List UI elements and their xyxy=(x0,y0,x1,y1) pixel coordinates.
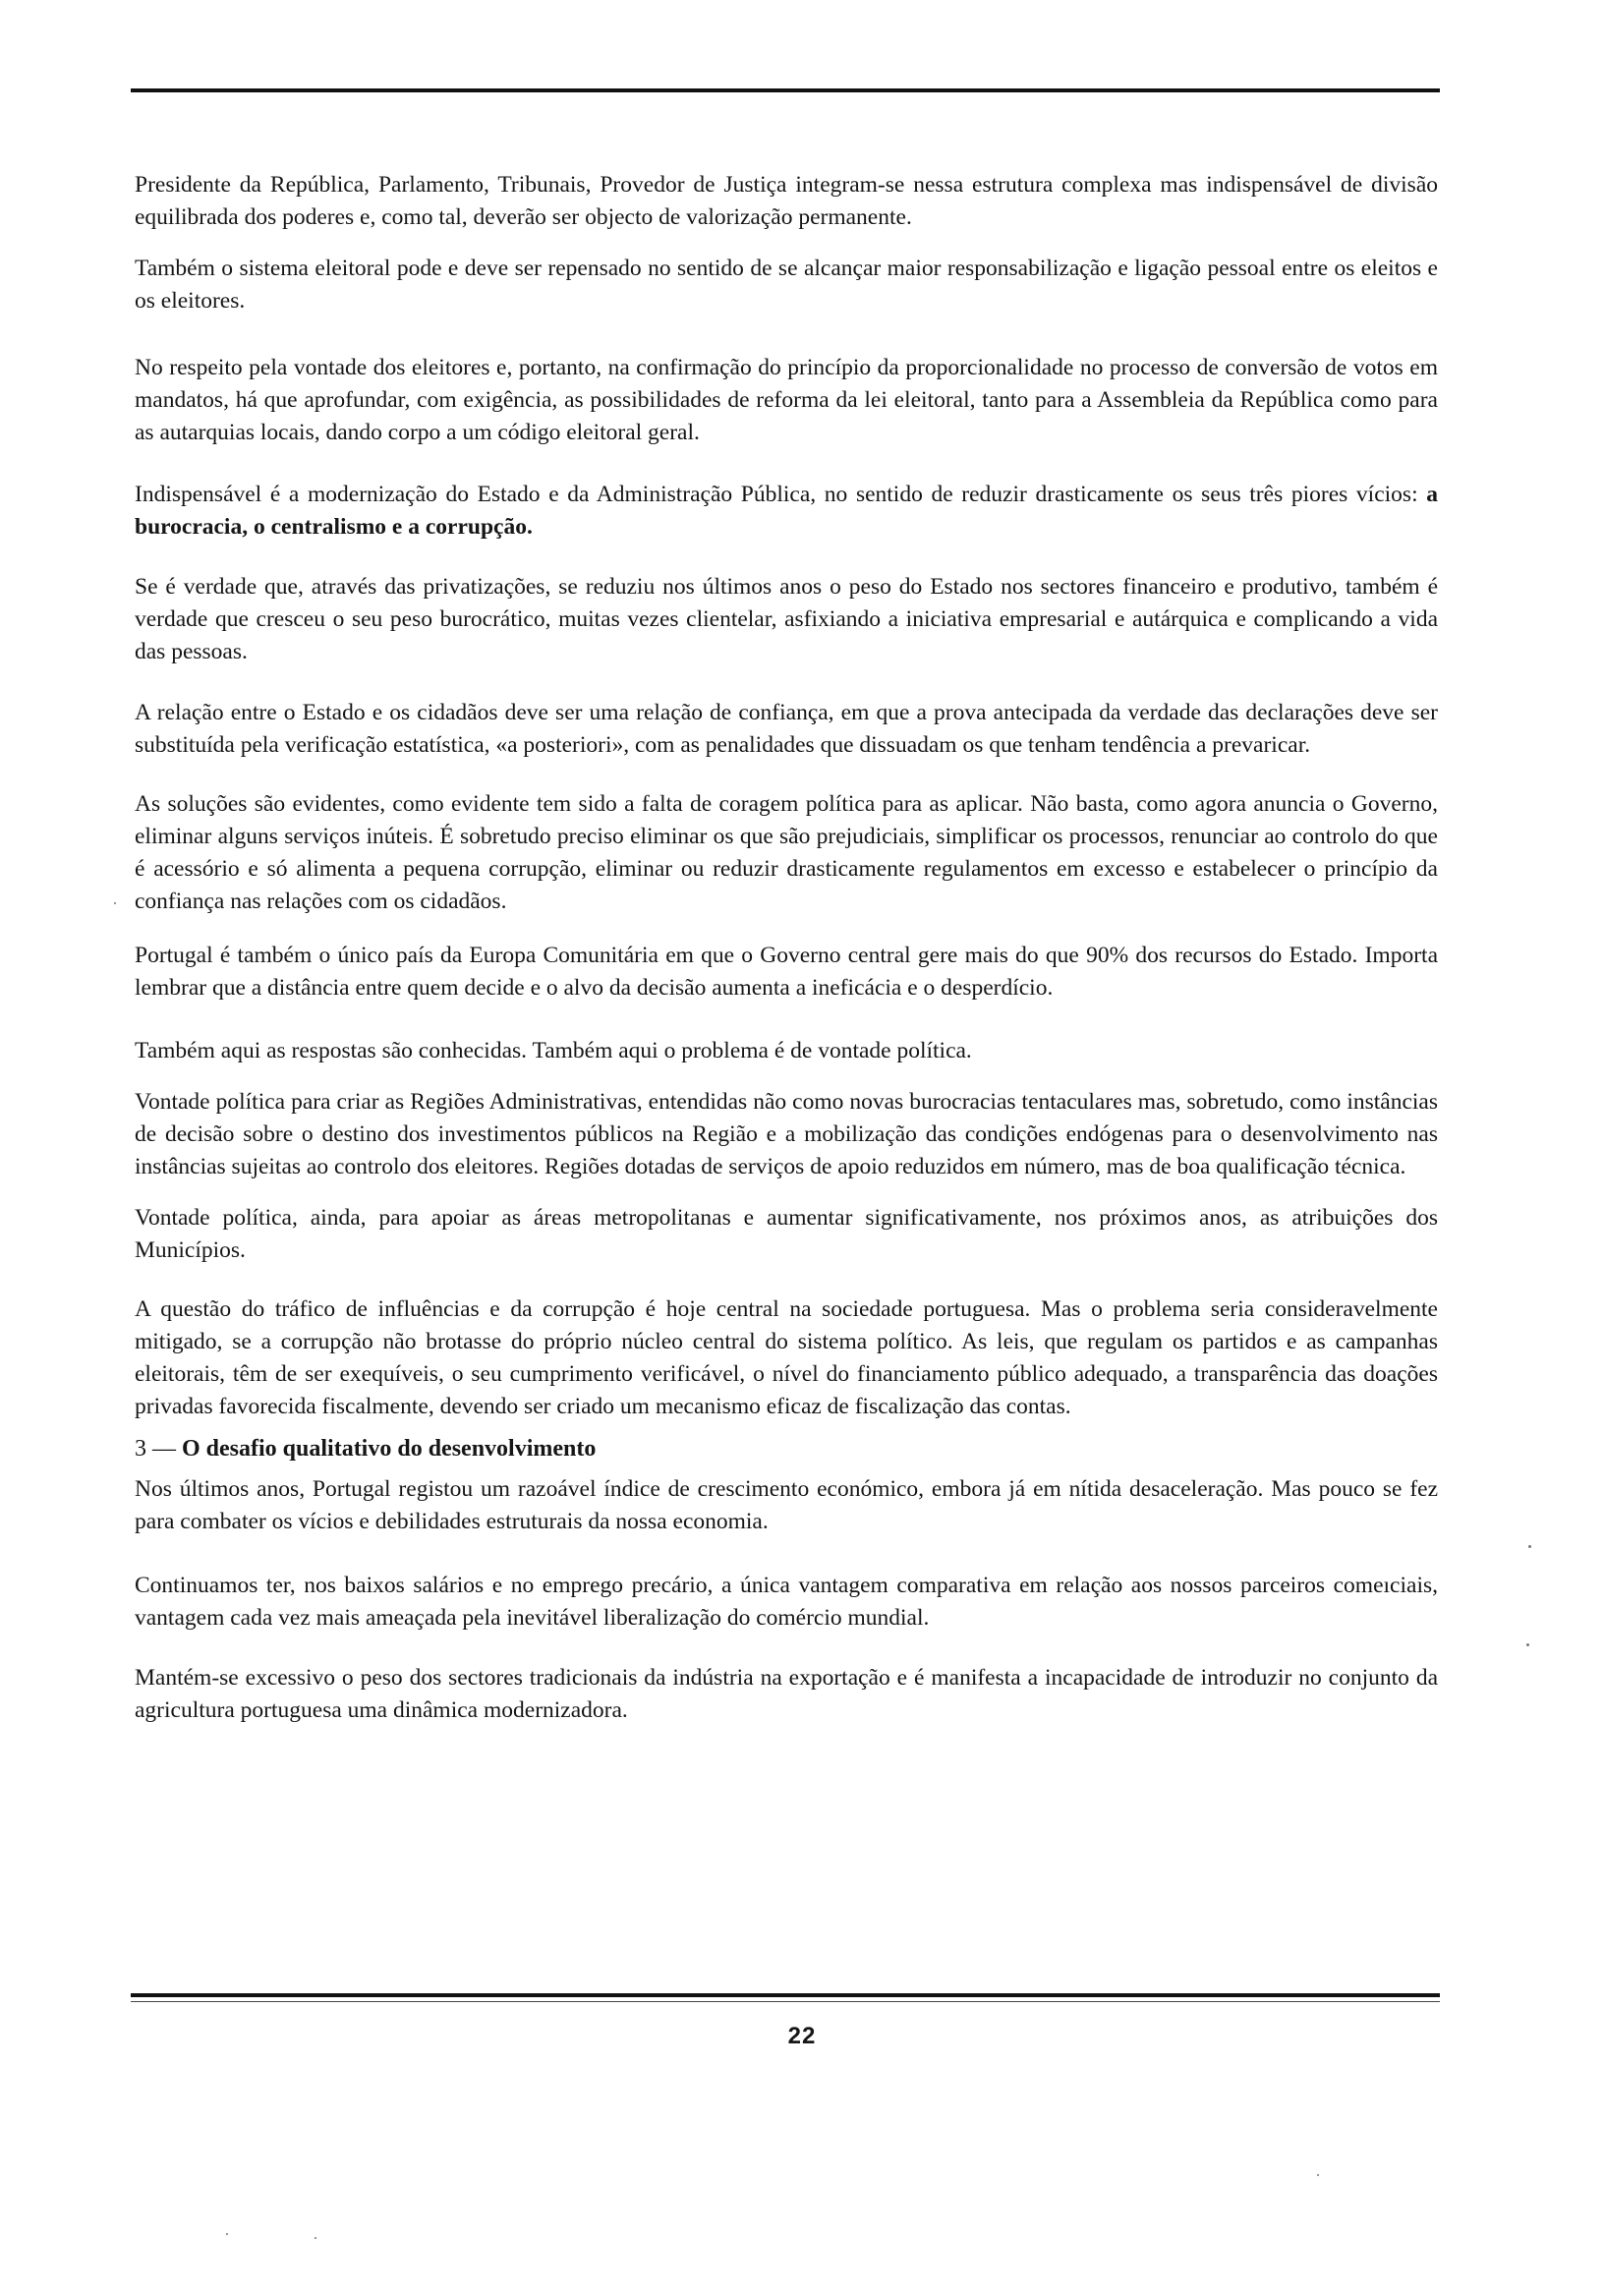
scan-speck xyxy=(114,902,116,904)
paragraph xyxy=(135,479,1438,544)
scan-speck xyxy=(1317,2174,1319,2176)
document-body xyxy=(135,169,1438,1727)
section-number: 3 — xyxy=(135,1436,176,1462)
paragraph: A questão do tráfico de influências e da corrupção é hoje central na sociedade portuguesa. Mas o problema seria consideravelmente mitigado, se a corrupção não brotasse do próprio núcleo central do sistema político. As leis, que regulam os partidos e as campanhas eleitorais, têm de ser exequíveis, o seu cumprimento verificável, o nível do financiamento público adequado, a transparência das doações privadas favorecida fiscalmente, devendo ser criado um mecanismo eficaz de fiscalização das contas. xyxy=(135,1296,1438,1419)
paragraph: Se é verdade que, através das privatizações, se reduziu nos últimos anos o peso do Estado nos sectores financeiro e produtivo, também é verdade que cresceu o seu peso burocrático, muitas vezes clientelar, asfixiando a iniciativa empresarial e autárquica e complicando a vida das pessoas. xyxy=(135,574,1438,664)
page-number: 22 xyxy=(787,2023,817,2049)
paragraph: Também o sistema eleitoral pode e deve ser repensado no sentido de se alcançar maior responsabilização e ligação pessoal entre os eleitos e os eleitores. xyxy=(135,256,1438,314)
paragraph: Portugal é também o único país da Europa Comunitária em que o Governo central gere mais do que 90% dos recursos do Estado. Importa lembrar que a distância entre quem decide e o alvo da decisão aumenta a ineficácia e o desperdício. xyxy=(135,943,1438,1001)
bottom-rule-thin xyxy=(131,2001,1440,2002)
bottom-rule xyxy=(131,1993,1440,1997)
top-rule xyxy=(131,88,1440,92)
paragraph: Vontade política, ainda, para apoiar as áreas metropolitanas e aumentar significativamente, nos próximos anos, as atribuições dos Municípios. xyxy=(135,1205,1438,1263)
scan-speck xyxy=(315,2237,316,2239)
bold-emphasis: a burocracia, o centralismo e a corrupção. xyxy=(135,482,1439,540)
section-heading xyxy=(135,1433,1438,1465)
scan-speck xyxy=(226,2233,228,2235)
scan-speck xyxy=(1528,1545,1531,1548)
scan-speck xyxy=(1526,1643,1529,1646)
paragraph: Presidente da República, Parlamento, Tribunais, Provedor de Justiça integram-se nessa estrutura complexa mas indispensável de divisão equilibrada dos poderes e, como tal, deverão ser objecto de valorização permanente. xyxy=(135,172,1438,230)
paragraph: As soluções são evidentes, como evidente tem sido a falta de coragem política para as aplicar. Não basta, como agora anuncia o Governo, eliminar alguns serviços inúteis. É sobretudo preciso eliminar os que são prejudiciais, simplificar os processos, renunciar ao controlo do que é acessório e só alimenta a pequena corrupção, eliminar ou reduzir drasticamente regulamentos em excesso e estabelecer o princípio da confiança nas relações com os cidadãos. xyxy=(135,791,1438,914)
paragraph: Nos últimos anos, Portugal registou um razoável índice de crescimento económico, embora já em nítida desaceleração. Mas pouco se fez para combater os vícios e debilidades estruturais da nossa economia. xyxy=(135,1476,1438,1534)
paragraph: A relação entre o Estado e os cidadãos deve ser uma relação de confiança, em que a prova antecipada da verdade das declarações deve ser substituída pela verificação estatística, «a posteriori», com as penalidades que dissuadam os que tenham tendência a prevaricar. xyxy=(135,700,1438,758)
paragraph: Também aqui as respostas são conhecidas. Também aqui o problema é de vontade política. xyxy=(135,1038,972,1063)
paragraph: Mantém-se excessivo o peso dos sectores tradicionais da indústria na exportação e é manifesta a incapacidade de introduzir no conjunto da agricultura portuguesa uma dinâmica modernizadora. xyxy=(135,1665,1438,1723)
paragraph: Vontade política para criar as Regiões Administrativas, entendidas não como novas burocracias tentaculares mas, sobretudo, como instâncias de decisão sobre o destino dos investimentos públicos na Região e a mobilização das condições endógenas para o desenvolvimento nas instâncias sujeitas ao controlo dos eleitores. Regiões dotadas de serviços de apoio reduzidos em número, mas de boa qualificação técnica. xyxy=(135,1089,1438,1179)
paragraph: Continuamos ter, nos baixos salários e no emprego precário, a única vantagem comparativa em relação aos nossos parceiros comeıciais, vantagem cada vez mais ameaçada pela inevitável liberalização do comércio mundial. xyxy=(135,1573,1438,1631)
section-title: O desafio qualitativo do desenvolvimento xyxy=(182,1436,597,1462)
paragraph: No respeito pela vontade dos eleitores e, portanto, na confirmação do princípio da proporcionalidade no processo de conversão de votos em mandatos, há que aprofundar, com exigência, as possibilidades de reforma da lei eleitoral, tanto para a Assembleia da República como para as autarquias locais, dando corpo a um código eleitoral geral. xyxy=(135,355,1438,445)
paragraph-text: Indispensável é a modernização do Estado e da Administração Pública, no sentido de reduzir drasticamente os seus três piores vícios: xyxy=(135,482,1418,507)
